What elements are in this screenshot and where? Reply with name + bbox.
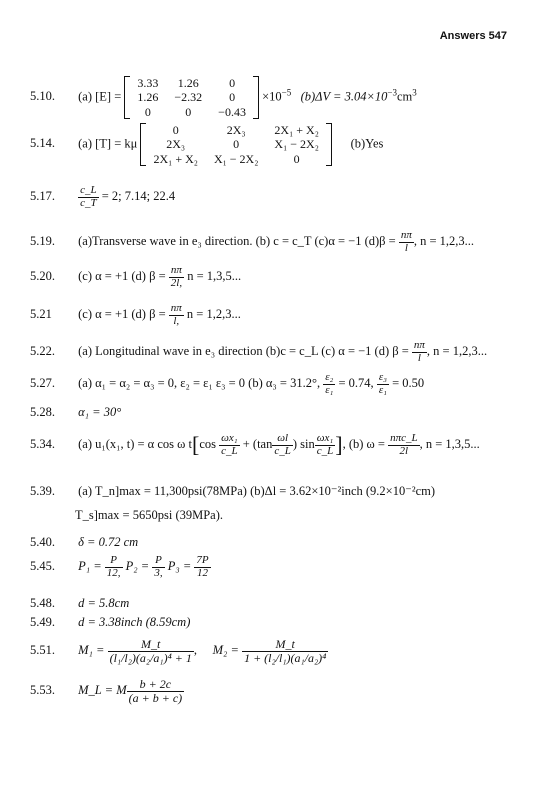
part-b-unit: cm bbox=[397, 89, 413, 104]
answer-5-19 bbox=[30, 230, 474, 254]
answer-tail: n = 1,3,5... bbox=[187, 268, 242, 283]
answer-number: 5.21 bbox=[30, 306, 52, 321]
stress-matrix-cell: 0 bbox=[172, 123, 179, 137]
fraction: $\frac{\text{nπc\_L}}{2l}$ bbox=[390, 431, 418, 457]
fraction: $\frac{n\pi}{l}$ bbox=[400, 229, 412, 254]
p1-label: P₁ = bbox=[78, 558, 102, 573]
fraction: $\frac{\omega l}{c\_L}$ bbox=[274, 431, 291, 457]
stress-matrix-cell: X₁ − 2X₂ bbox=[274, 137, 319, 152]
answer-5-39-line-2: T_s]max = 5650psi (39MPa). bbox=[75, 508, 224, 522]
tan-open: (tan bbox=[252, 436, 273, 451]
answer-number: 5.28. bbox=[30, 405, 55, 419]
answer-part-b: (b)Yes bbox=[350, 136, 384, 151]
answer-5-51 bbox=[30, 638, 328, 664]
answer-5-49 bbox=[30, 615, 190, 630]
fraction: $\frac{\text{ωx₁}}{c\_L}$ bbox=[221, 431, 238, 457]
answer-5-17 bbox=[30, 185, 175, 209]
m1-label: M₁ = bbox=[78, 642, 105, 657]
answer-number: 5.34. bbox=[30, 436, 55, 451]
answer-number: 5.48. bbox=[30, 596, 55, 610]
fraction: $\frac{M\_t}{\text{1 + (l₂/l₁)(a₁/a₂)⁴}}$ bbox=[244, 637, 327, 665]
answer-5-20 bbox=[30, 265, 241, 289]
strain-matrix-cell: 0 bbox=[144, 104, 151, 119]
open-bracket: [ bbox=[191, 432, 200, 457]
answer-text-3: = 0.50 bbox=[392, 375, 425, 390]
answer-text: α₁ = 30° bbox=[78, 405, 122, 419]
matrix-factor: ×10 bbox=[262, 89, 282, 104]
answer-lead: (a) u₁(x₁, t) = α cos ω t bbox=[78, 436, 192, 451]
tan-close: ) bbox=[292, 436, 298, 451]
answer-text: (c) α = +1 (d) β = bbox=[78, 306, 166, 321]
fraction: $\frac{\text{ε₃}}{\text{ε₁}}$ bbox=[378, 371, 387, 396]
answer-5-34 bbox=[30, 432, 480, 458]
answer-5-48 bbox=[30, 596, 129, 611]
cos-label: cos bbox=[199, 436, 216, 451]
answer-number: 5.39. bbox=[30, 484, 55, 498]
answer-5-22 bbox=[30, 340, 487, 364]
fraction: $\frac{\text{ωx₁}}{c\_L}$ bbox=[316, 431, 334, 457]
answer-number: 5.45. bbox=[30, 558, 55, 573]
answer-text: d = 3.38inch (8.59cm) bbox=[78, 615, 191, 629]
answer-lead: M_L = M bbox=[78, 682, 127, 697]
answer-text: δ = 0.72 cm bbox=[78, 535, 139, 549]
answer-tail: n = 1,2,3... bbox=[186, 306, 241, 321]
matrix-factor-exponent: −5 bbox=[281, 87, 292, 98]
answer-5-21 bbox=[30, 303, 241, 327]
stress-matrix-cell: X₁ − 2X₂ bbox=[213, 151, 259, 166]
answer-5-28 bbox=[30, 405, 121, 420]
fraction: $\frac{\text{ε₂}}{\text{ε₁}}$ bbox=[325, 371, 334, 396]
p2-label: P₂ = bbox=[125, 558, 150, 573]
plus-sign: + bbox=[242, 436, 250, 451]
p3-label: P₃ = bbox=[167, 558, 192, 573]
answer-part-b: , (b) ω = bbox=[342, 436, 385, 451]
fraction: $\frac{c\_L}{c\_T}$ bbox=[80, 184, 97, 209]
answer-tail: , n = 1,2,3... bbox=[413, 233, 475, 248]
fraction: $\frac{n\pi}{l}$ bbox=[413, 339, 425, 364]
fraction: $\frac{P}{12,}$ bbox=[106, 554, 121, 579]
part-b-unit-exponent: 3 bbox=[412, 87, 417, 98]
strain-matrix-cell: 1.26 bbox=[177, 76, 199, 90]
answer-part-b: (b)ΔV = 3.04×10 bbox=[300, 89, 388, 104]
stress-matrix-cell: 0 bbox=[233, 137, 240, 152]
answer-5-10 bbox=[30, 76, 417, 119]
strain-matrix-cell: 0 bbox=[185, 104, 192, 119]
stress-matrix-cell: 2X₁ + X₂ bbox=[153, 151, 198, 166]
fraction: $\frac{b + 2c}{(a + b + c)}$ bbox=[128, 677, 183, 705]
answer-number: 5.14. bbox=[30, 136, 55, 151]
answer-tail: , n = 1,3,5... bbox=[419, 436, 480, 451]
sin-label: sin bbox=[300, 436, 315, 451]
answer-line-1: (a) T_n]max = 11,300psi(78MPa) (b)Δl = 3.62×10⁻²inch (9.2×10⁻²cm) bbox=[78, 484, 435, 498]
answer-number: 5.20. bbox=[30, 268, 55, 283]
answer-number: 5.40. bbox=[30, 535, 55, 549]
answer-text: = 2; 7.14; 22.4 bbox=[101, 188, 176, 203]
fraction: $\frac{7P}{12}$ bbox=[196, 554, 209, 579]
fraction: $\frac{P}{3,}$ bbox=[154, 554, 163, 579]
answer-number: 5.22. bbox=[30, 343, 55, 358]
comma: , bbox=[193, 642, 197, 657]
answer-number: 5.51. bbox=[30, 642, 55, 657]
answer-text: (a)Transverse wave in e₃ direction. (b) c = c_T (c)α = −1 (d)β = bbox=[78, 233, 396, 248]
strain-matrix-cell: 3.33 bbox=[137, 76, 159, 90]
answer-5-40 bbox=[30, 535, 138, 550]
part-b-exponent: −3 bbox=[387, 87, 397, 98]
close-bracket: ] bbox=[335, 432, 343, 457]
answer-number: 5.10. bbox=[30, 89, 55, 104]
answer-text: d = 5.8cm bbox=[78, 596, 130, 610]
answer-number: 5.53. bbox=[30, 682, 55, 697]
fraction: $\frac{M\_t}{\text{(l₁/l₂)(a₂/a₁)⁴ + 1}}$ bbox=[109, 637, 192, 665]
strain-matrix-cell: −0.43 bbox=[218, 104, 246, 119]
answer-text: (a) α₁ = α₂ = α₃ = 0, ε₂ = ε₁ ε₃ = 0 (b) α₃ = 31.2°, bbox=[78, 375, 321, 390]
stress-matrix-cell: 0 bbox=[293, 151, 300, 166]
page-header: Answers 547 bbox=[439, 30, 507, 42]
answer-5-39 bbox=[30, 483, 435, 499]
answer-5-14 bbox=[30, 123, 383, 166]
answer-5-45 bbox=[30, 555, 211, 579]
answer-5-27 bbox=[30, 372, 424, 396]
answer-tail: , n = 1,2,3... bbox=[426, 343, 488, 358]
strain-matrix-cell: 0 bbox=[229, 76, 236, 90]
answer-number: 5.19. bbox=[30, 233, 55, 248]
stress-matrix-cell: 2X₃ bbox=[226, 123, 246, 137]
answer-number: 5.49. bbox=[30, 615, 55, 629]
strain-matrix-cell: 0 bbox=[229, 90, 236, 105]
answer-text-2: = 0.74, bbox=[338, 375, 374, 390]
stress-matrix-cell: 2X₁ + X₂ bbox=[274, 123, 319, 137]
fraction: $\frac{n\pi}{l,}$ bbox=[170, 302, 182, 327]
answer-text: (a) Longitudinal wave in e₃ direction (b)c = c_L (c) α = −1 (d) β = bbox=[78, 343, 409, 358]
stress-matrix bbox=[140, 123, 331, 166]
m2-label: M₂ = bbox=[212, 642, 239, 657]
fraction: $\frac{n\pi}{2l,}$ bbox=[170, 264, 183, 289]
strain-matrix-cell: −2.32 bbox=[174, 90, 203, 105]
answer-lead: (a) [E] = bbox=[78, 89, 122, 104]
answer-text: (c) α = +1 (d) β = bbox=[78, 268, 166, 283]
strain-matrix bbox=[124, 76, 259, 119]
answer-number: 5.27. bbox=[30, 375, 55, 390]
answer-5-53 bbox=[30, 678, 184, 704]
stress-matrix-cell: 2X₃ bbox=[166, 137, 186, 152]
answer-lead: (a) [T] = kμ bbox=[78, 136, 138, 151]
answer-number: 5.17. bbox=[30, 188, 55, 203]
strain-matrix-cell: 1.26 bbox=[137, 90, 159, 105]
